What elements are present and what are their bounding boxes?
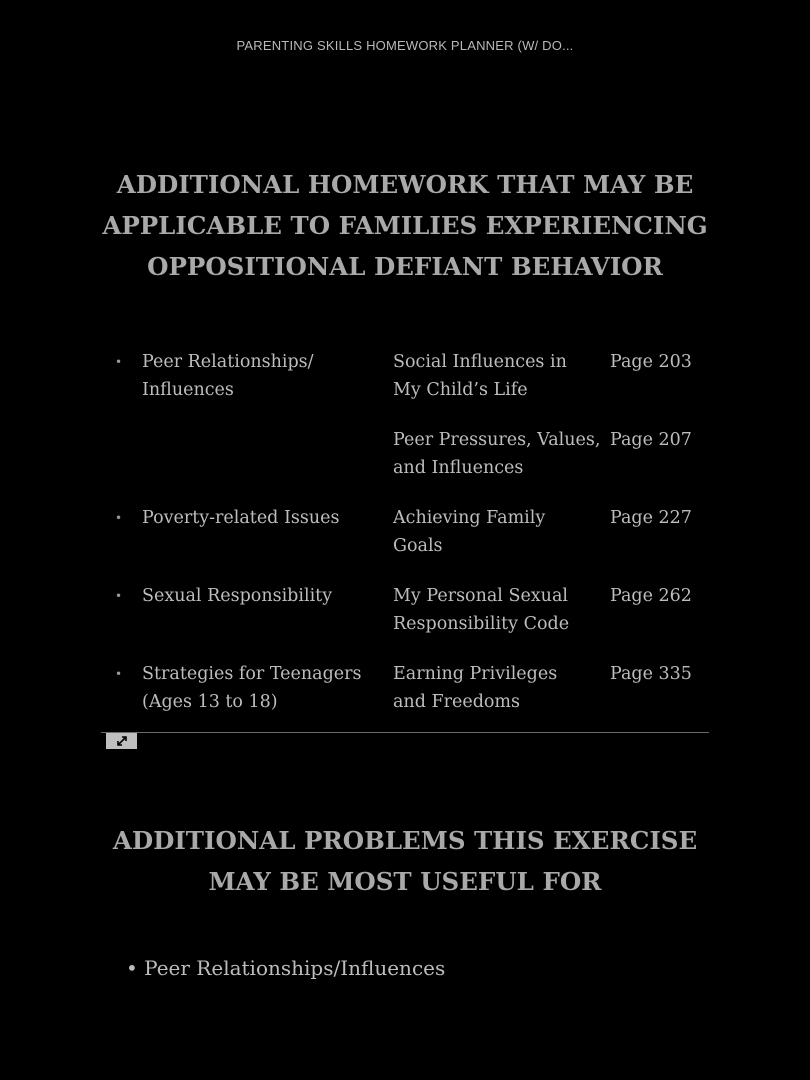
problem-cell: Sexual Responsibility xyxy=(142,586,333,606)
bullet: • xyxy=(115,667,123,681)
page-reference: Page 203 xyxy=(610,352,692,372)
exercise-cell: Peer Pressures, Values, and Influences xyxy=(393,430,601,478)
running-header-title: PARENTING SKILLS HOMEWORK PLANNER (W/ DO... xyxy=(236,38,574,53)
heading-line: ADDITIONAL PROBLEMS THIS EXERCISE xyxy=(112,826,698,855)
problem-cell: Strategies for Teenagers (Ages 13 to 18) xyxy=(142,664,362,712)
problem-cell: Poverty-related Issues xyxy=(142,508,340,528)
heading-line: MAY BE MOST USEFUL FOR xyxy=(208,867,602,896)
section-heading-additional-homework xyxy=(95,164,715,287)
heading-line: APPLICABLE TO FAMILIES EXPERIENCING xyxy=(102,211,708,240)
exercise-cell: Earning Privileges and Freedoms xyxy=(393,664,558,712)
problem-cell: Peer Relationships/ Influences xyxy=(142,352,314,400)
exercise-cell: Social Influences in My Child’s Life xyxy=(393,352,567,400)
bullet: • xyxy=(115,589,123,603)
table-row xyxy=(101,580,709,658)
expand-table-button[interactable] xyxy=(106,733,137,749)
heading-line: ADDITIONAL HOMEWORK THAT MAY BE xyxy=(116,170,694,199)
page-reference: Page 262 xyxy=(610,586,692,606)
list-item xyxy=(126,952,445,984)
bullet: • xyxy=(115,511,123,525)
page-reference: Page 227 xyxy=(610,508,692,528)
homework-table xyxy=(101,346,709,733)
table-row xyxy=(101,346,709,424)
problem-cell xyxy=(142,426,377,454)
exercise-cell: My Personal Sexual Responsibility Code xyxy=(393,586,570,634)
section-heading-additional-problems xyxy=(95,820,715,902)
bullet: • xyxy=(115,355,123,369)
table-row xyxy=(101,658,709,732)
page-reference: Page 207 xyxy=(610,430,692,450)
list-item-text: Peer Relationships/Influences xyxy=(144,956,446,980)
expand-arrows-icon xyxy=(115,735,129,747)
heading-line: OPPOSITIONAL DEFIANT BEHAVIOR xyxy=(147,252,663,281)
page-reference: Page 335 xyxy=(610,664,692,684)
bullet: • xyxy=(126,956,138,980)
exercise-cell: Achieving Family Goals xyxy=(393,508,546,556)
table-row xyxy=(101,502,709,580)
table-row xyxy=(101,424,709,502)
